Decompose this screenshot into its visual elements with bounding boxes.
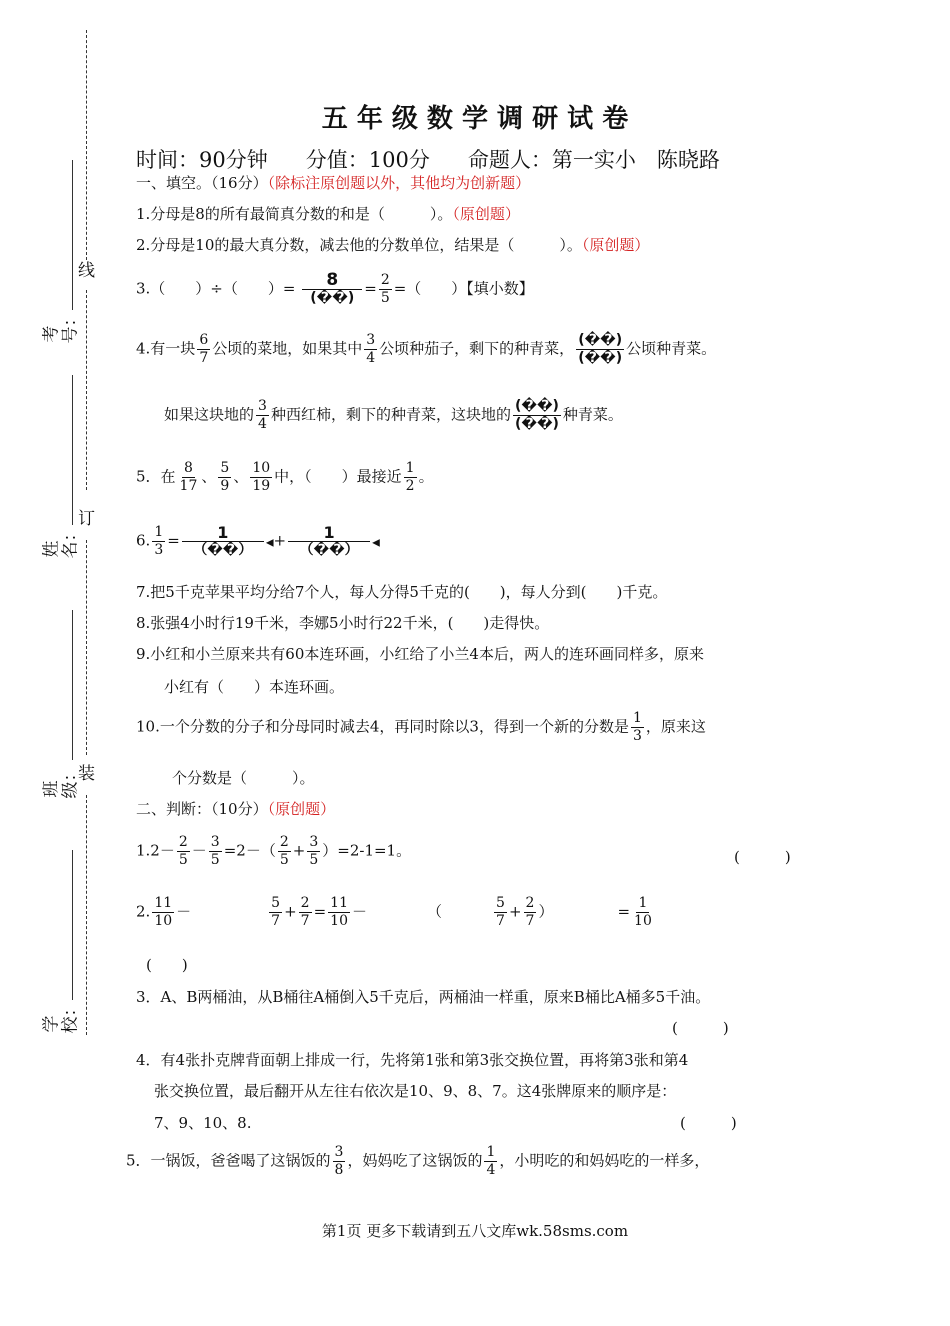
judge-2: 2. $\frac{11}{10}$ － $\frac{5}{7}$ + $\frac{2}{7}$ = $\frac{11}{10}$ － （ $\frac{5}{7}$ + $\frac{2}{7}$ ） = $\frac{1}{10}$ [136, 895, 652, 929]
question-10-line2: 个分数是（ ）。 [172, 769, 315, 787]
fraction: $\frac{3}{4}$ [366, 332, 376, 366]
fraction: $\frac{3}{4}$ [258, 398, 267, 432]
fraction: $\frac{5}{9}$ [220, 460, 230, 494]
fraction: $\frac{8}{(��)}$ [302, 272, 362, 307]
margin-mark-zhuang: 装 [78, 764, 95, 784]
fraction-blank: $\frac{1}{(��)}$ [288, 524, 370, 559]
question-1: 1.分母是8的所有最简真分数的和是（ ）。（原创题） [136, 205, 520, 223]
judge-4-line2: 张交换位置，最后翻开从左往右依次是10、9、8、7。这4张牌原来的顺序是： [154, 1082, 677, 1100]
section2-heading: 二、判断：（10分）（原创题） [136, 800, 336, 818]
fraction: $\frac{5}{7}$ [271, 895, 281, 929]
fraction: $\frac{2}{5}$ [380, 272, 390, 306]
fraction: $\frac{1}{4}$ [486, 1144, 496, 1178]
exam-author: 命题人：第一实小 陈晓路 [467, 148, 720, 172]
question-8: 8.张强4小时行19千米，李娜5小时行22千米，( )走得快。 [136, 614, 550, 632]
judge-4: 4．有4张扑克牌背面朝上排成一行，先将第1张和第3张交换位置，再将第3张和第4 [136, 1051, 689, 1069]
exam-score: 分值：100分 [305, 148, 430, 172]
exam-info [136, 144, 720, 174]
fraction: $\frac{6}{7}$ [199, 332, 209, 366]
fraction: $\frac{1}{3}$ [154, 524, 164, 558]
margin-mark-xian: 线 [78, 261, 95, 281]
page-title: 五 年 级 数 学 调 研 试 卷 [321, 104, 629, 134]
exam-time: 时间：90分钟 [136, 148, 268, 172]
original-tag: （原创题） [452, 205, 520, 223]
fraction: $\frac{2}{7}$ [525, 895, 535, 929]
fraction: $\frac{1}{3}$ [632, 710, 642, 744]
fraction-blank: $\frac{(��)}{(��)}$ [578, 332, 623, 366]
question-10: 10.一个分数的分子和分母同时减去4，再同时除以3，得到一个新的分数是 $\frac{1}{3}$ ，原来这 [136, 710, 706, 744]
fraction: $\frac{8}{17}$ [179, 460, 198, 494]
section1-heading: 一、填空。（16分）（除标注原创题以外，其他均为创新题） [136, 174, 531, 192]
page-footer: 第1页 更多下载请到五八文库wk.58sms.com [321, 1222, 629, 1240]
judge-3: 3．A、B两桶油，从B桶往A桶倒入5千克后，两桶油一样重，原来B桶比A桶多5千油。 [136, 988, 711, 1006]
underline-exam-no [72, 160, 73, 310]
fraction: $\frac{2}{7}$ [300, 895, 310, 929]
question-2: 2.分母是10的最大真分数，减去他的分数单位，结果是（ ）。（原创题） [136, 236, 650, 254]
dashed-line [86, 795, 87, 1035]
question-6: 6. $\frac{1}{3}$ = $\frac{1}{(��)}$ ◀+ $\frac{1}{(��)}$ ◀ [136, 523, 380, 558]
original-tag: （原创题） [267, 800, 336, 818]
dashed-line [86, 290, 87, 490]
answer-paren[interactable]: ( ) [146, 956, 188, 974]
fraction-blank: $\frac{(��)}{(��)}$ [514, 398, 559, 432]
fraction: $\frac{3}{5}$ [309, 834, 319, 868]
fraction: $\frac{11}{10}$ [154, 895, 173, 929]
judge-1: 1.2－ $\frac{2}{5}$ － $\frac{3}{5}$ =2－（ $\frac{2}{5}$ + $\frac{3}{5}$ ）=2-1=1。 [136, 834, 412, 868]
answer-paren[interactable]: ( ) [734, 848, 791, 866]
original-tag: （原创题） [581, 236, 650, 254]
dashed-line [86, 30, 87, 260]
question-9: 9.小红和小兰原来共有60本连环画，小红给了小兰4本后，两人的连环画同样多，原来 [136, 645, 704, 663]
fraction: $\frac{5}{7}$ [496, 895, 505, 929]
label-school: 学校： [41, 999, 81, 1034]
fraction: $\frac{3}{8}$ [334, 1144, 344, 1178]
fraction: $\frac{2}{5}$ [279, 834, 289, 868]
underline-name [72, 375, 73, 525]
fraction: $\frac{2}{5}$ [178, 834, 188, 868]
question-4: 4.有一块 $\frac{6}{7}$ 公顷的菜地，如果其中 $\frac{3}{4}$ 公顷种茄子，剩下的种青菜， $\frac{(��)}{(��)}$ 公顷种青菜。 [136, 332, 717, 366]
question-4-line2: 如果这块地的 $\frac{3}{4}$ 种西红柿，剩下的种青菜，这块地的 $\frac{(��)}{(��)}$ 种青菜。 [164, 398, 623, 432]
fraction-blank: $\frac{1}{(��)}$ [182, 524, 264, 559]
question-7: 7.把5千克苹果平均分给7个人，每人分得5千克的( )，每人分到( )千克。 [136, 583, 668, 601]
underline-school [72, 850, 73, 1000]
label-exam-no: 考号： [41, 309, 81, 344]
judge-5: 5．一锅饭，爸爸喝了这锅饭的 $\frac{3}{8}$ ，妈妈吃了这锅饭的 $\frac{1}{4}$ ，小明吃的和妈妈吃的一样多， [126, 1144, 710, 1178]
label-class: 班级： [41, 764, 81, 799]
underline-class [72, 610, 73, 760]
question-5: 5．在 $\frac{8}{17}$ 、 $\frac{5}{9}$ 、 $\frac{10}{19}$ 中，（ ）最接近 $\frac{1}{2}$ 。 [136, 460, 434, 494]
fraction: $\frac{3}{5}$ [210, 834, 220, 868]
question-9-line2: 小红有（ ）本连环画。 [164, 678, 345, 696]
fraction: $\frac{1}{10}$ [634, 895, 652, 929]
fraction: $\frac{10}{19}$ [252, 460, 271, 494]
section1-note: （除标注原创题以外，其他均为创新题） [267, 174, 531, 192]
dashed-line [86, 540, 87, 755]
answer-paren[interactable]: ( ) [672, 1019, 729, 1037]
question-3: 3.（ ）÷（ ）= $\frac{8}{(��)}$ = $\frac{2}{5}$ =（ ）【填小数】 [136, 270, 534, 306]
fraction: $\frac{1}{2}$ [405, 460, 415, 494]
answer-paren[interactable]: ( ) [680, 1114, 737, 1132]
judge-4-line3: 7、9、10、8. [154, 1114, 252, 1132]
margin-mark-ding: 订 [78, 509, 95, 529]
fraction: $\frac{11}{10}$ [330, 895, 348, 929]
label-name: 姓名： [41, 524, 81, 559]
